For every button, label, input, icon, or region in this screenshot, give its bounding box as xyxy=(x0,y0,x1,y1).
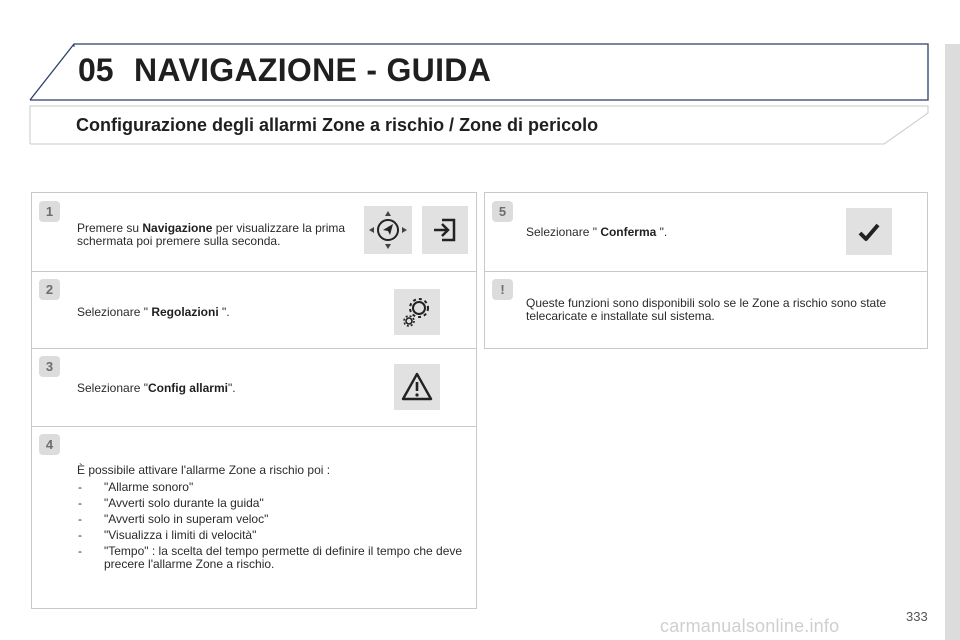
side-bar xyxy=(945,44,960,640)
step-1-box xyxy=(31,192,477,272)
page-number: 333 xyxy=(906,609,928,624)
step-2-text: Selezionare " Regolazioni ". xyxy=(77,305,230,319)
list-item: - "Tempo" : la scelta del tempo permette di definire il tempo che deve precere l'allarme Zone a rischio. xyxy=(77,545,467,571)
note-box xyxy=(484,271,928,349)
list-item: - "Avverti solo durante la guida" xyxy=(77,497,467,510)
watermark: carmanualsonline.info xyxy=(660,616,840,636)
list-item: - "Allarme sonoro" xyxy=(77,481,467,494)
page-arrow-icon xyxy=(422,206,468,254)
note-text: Queste funzioni sono disponibili solo se le Zone a rischio sono state telecaricate e installate sul sistema. xyxy=(526,296,887,323)
step-5-badge: 5 xyxy=(492,201,513,222)
page-title: NAVIGAZIONE - GUIDA xyxy=(134,52,492,88)
step-4-content xyxy=(77,464,467,574)
chapter-number: 05 xyxy=(78,52,114,88)
settings-gears-icon xyxy=(394,289,440,335)
step-4-badge: 4 xyxy=(39,434,60,455)
step-1-text: Premere su Navigazione per visualizzare la prima schermata poi premere sulla seconda. xyxy=(77,221,346,248)
step-1-badge: 1 xyxy=(39,201,60,222)
step-3-badge: 3 xyxy=(39,356,60,377)
step-2-badge: 2 xyxy=(39,279,60,300)
step-5-text: Selezionare " Conferma ". xyxy=(526,225,668,239)
section-subtitle: Configurazione degli allarmi Zone a rischio / Zone di pericolo xyxy=(76,115,599,135)
step-2-box xyxy=(31,271,477,349)
step-4-box xyxy=(31,426,477,609)
list-item: - "Visualizza i limiti di velocità" xyxy=(77,529,467,542)
step-3-text: Selezionare "Config allarmi". xyxy=(77,381,236,395)
note-badge: ! xyxy=(492,279,513,300)
navigation-compass-icon xyxy=(364,206,412,254)
warning-triangle-icon xyxy=(394,364,440,410)
step-4-intro: È possibile attivare l'allarme Zone a rischio poi : xyxy=(77,463,331,477)
step-5-box xyxy=(484,192,928,272)
checkmark-icon xyxy=(846,208,892,255)
list-item: - "Avverti solo in superam veloc" xyxy=(77,513,467,526)
step-3-box xyxy=(31,348,477,427)
option-list xyxy=(77,481,467,571)
